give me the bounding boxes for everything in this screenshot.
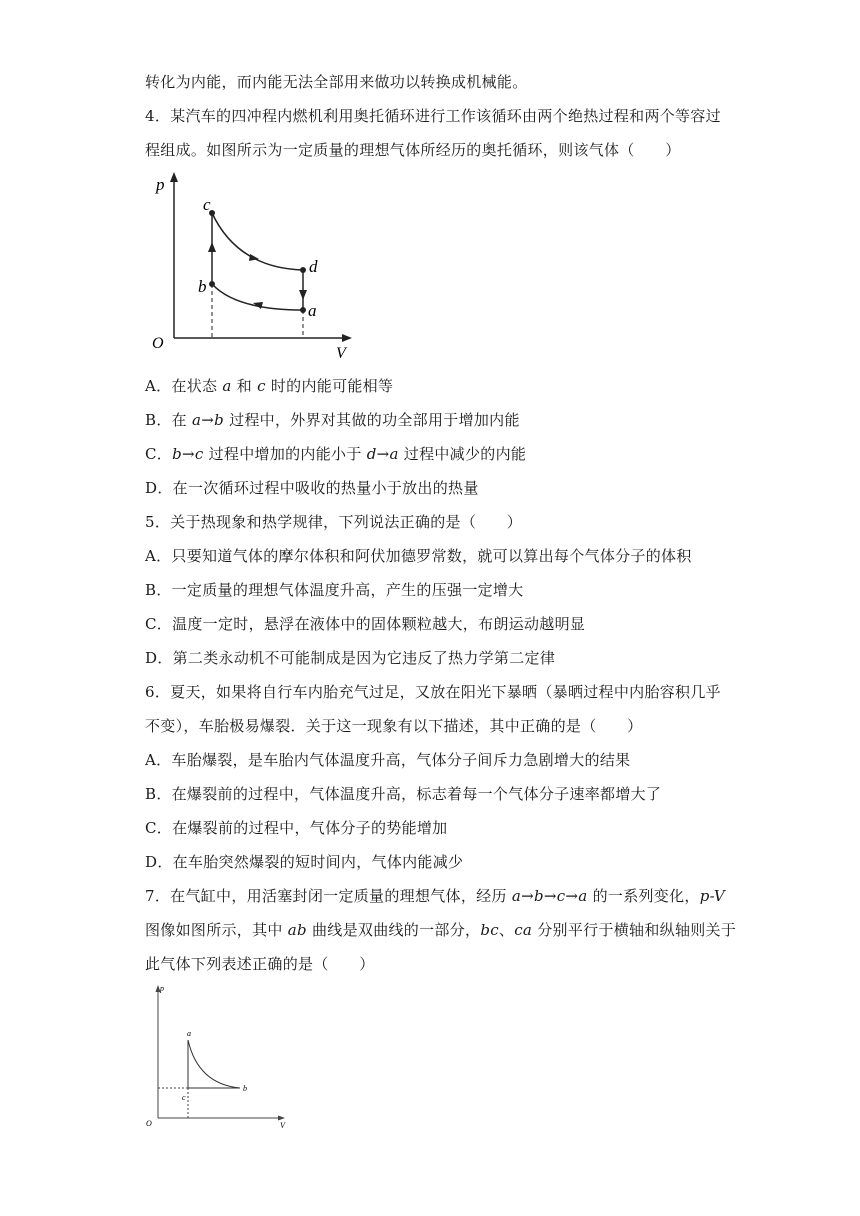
option-4a: A．在状态 a 和 c 时的内能可能相等 bbox=[145, 377, 394, 395]
text-line: 转化为内能，而内能无法全部用来做功以转换成机械能。 bbox=[145, 73, 528, 91]
question-6-stem: 不变），车胎极易爆裂．关于这一现象有以下描述，其中正确的是（ ） bbox=[145, 717, 643, 735]
option-6b: B．在爆裂前的过程中，气体温度升高，标志着每一个气体分子速率都增大了 bbox=[145, 785, 662, 803]
process-a-to-b bbox=[188, 1040, 240, 1088]
v-axis-label: V bbox=[280, 1121, 285, 1130]
option-5b: B．一定质量的理想气体温度升高，产生的压强一定增大 bbox=[145, 581, 524, 599]
otto-cycle-pv-diagram bbox=[146, 168, 366, 368]
question-4-stem: 4．某汽车的四冲程内燃机利用奥托循环进行工作该循环由两个绝热过程和两个等容过 bbox=[145, 107, 721, 125]
option-4d: D．在一次循环过程中吸收的热量小于放出的热量 bbox=[145, 479, 479, 497]
question-5-stem: 5．关于热现象和热学规律，下列说法正确的是（ ） bbox=[145, 513, 523, 531]
option-5c: C．温度一定时，悬浮在液体中的固体颗粒越大，布朗运动越明显 bbox=[145, 615, 586, 633]
point-a-label: a bbox=[187, 1029, 191, 1038]
origin-label: O bbox=[146, 1119, 152, 1128]
point-c-label: c bbox=[203, 195, 211, 214]
p-axis-label: p bbox=[156, 175, 165, 194]
v-axis-label: V bbox=[336, 345, 346, 362]
option-6a: A．车胎爆裂，是车胎内气体温度升高，气体分子间斥力急剧增大的结果 bbox=[145, 751, 631, 769]
p-axis-label: p bbox=[160, 984, 164, 993]
process-c-to-d bbox=[212, 213, 303, 270]
point-d-label: d bbox=[309, 257, 318, 276]
origin-label: O bbox=[152, 335, 164, 352]
option-6c: C．在爆裂前的过程中，气体分子的势能增加 bbox=[145, 819, 448, 837]
pv-diagram-question-7 bbox=[140, 980, 300, 1132]
point-b-label: b bbox=[198, 277, 207, 296]
option-5d: D．第二类永动机不可能制成是因为它违反了热力学第二定律 bbox=[145, 649, 556, 667]
option-4c: C．b→c 过程中增加的内能小于 d→a 过程中减少的内能 bbox=[145, 445, 527, 463]
option-4b: B．在 a→b 过程中，外界对其做的功全部用于增加内能 bbox=[145, 411, 520, 429]
question-7-stem: 7．在气缸中，用活塞封闭一定质量的理想气体，经历 a→b→c→a 的一系列变化，p-V bbox=[145, 887, 726, 905]
option-5a: A．只要知道气体的摩尔体积和阿伏加德罗常数，就可以算出每个气体分子的体积 bbox=[145, 547, 692, 565]
question-7-stem: 图像如图所示，其中 ab 曲线是双曲线的一部分，bc、ca 分别平行于横轴和纵轴则关于 bbox=[145, 921, 737, 939]
question-4-stem: 程组成。如图所示为一定质量的理想气体所经历的奥托循环，则该气体（ ） bbox=[145, 141, 681, 159]
point-b-label: b bbox=[243, 1084, 247, 1093]
question-7-stem: 此气体下列表述正确的是（ ） bbox=[145, 955, 375, 973]
point-c-label: c bbox=[182, 1093, 186, 1102]
point-a-label: a bbox=[308, 301, 317, 320]
option-6d: D．在车胎突然爆裂的短时间内，气体内能减少 bbox=[145, 853, 464, 871]
question-6-stem: 6．夏天，如果将自行车内胎充气过足，又放在阳光下暴晒（暴晒过程中内胎容积几乎 bbox=[145, 683, 721, 701]
